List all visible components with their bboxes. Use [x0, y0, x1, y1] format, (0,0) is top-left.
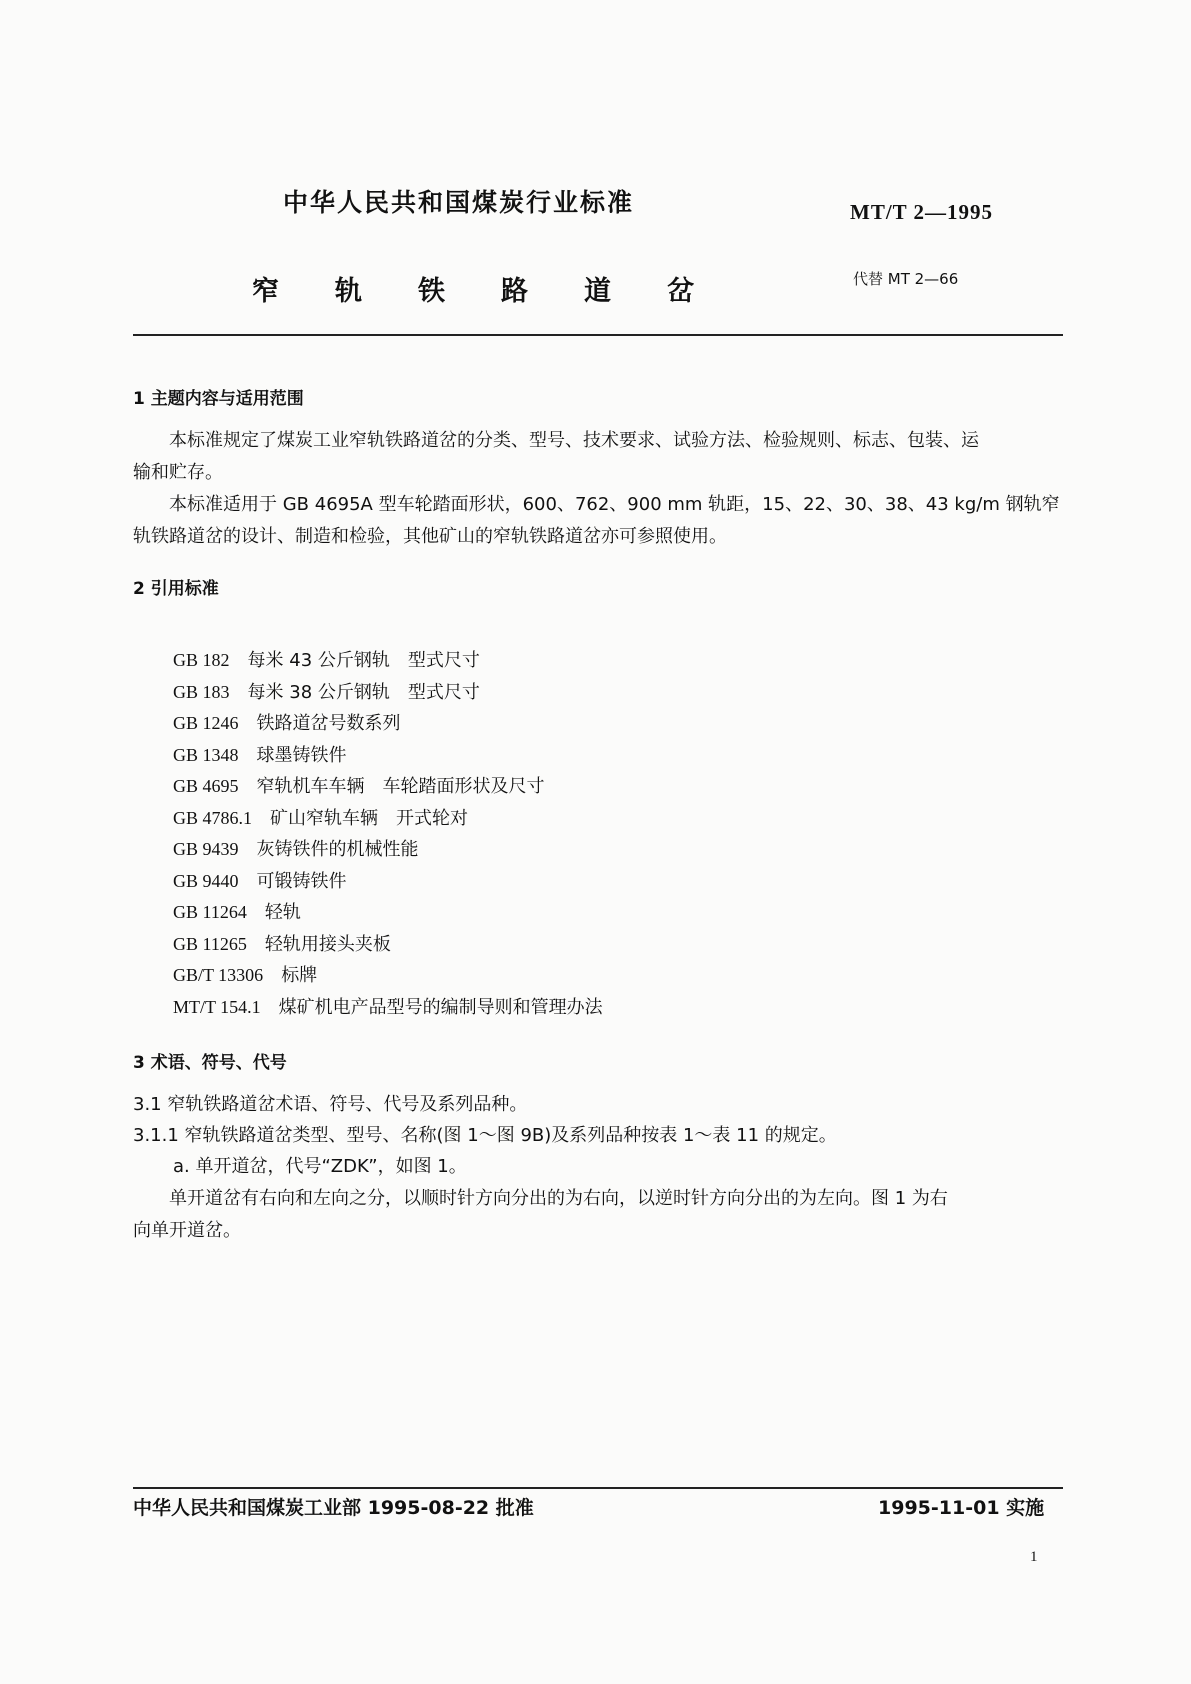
reference-item [173, 803, 603, 835]
section-2-heading: 2 引用标准 [133, 579, 219, 599]
reference-code: GB 183 [173, 681, 230, 702]
reference-title: 煤矿机电产品型号的编制导则和管理办法 [278, 996, 603, 1018]
reference-code: GB/T 13306 [173, 965, 264, 985]
standard-org-title: 中华人民共和国煤炭行业标准 [283, 188, 635, 217]
reference-code: GB 9440 [173, 870, 239, 891]
document-title: 窄轨铁路道岔 [252, 276, 750, 307]
reference-code: GB 1246 [173, 713, 239, 733]
clause-para-line-1: 单开道岔有右向和左向之分，以顺时针方向分出的为右向，以逆时针方向分出的为左向。图 1 为右 [169, 1188, 948, 1209]
reference-code: GB 11264 [173, 902, 247, 922]
clause-3-1-1: 3.1.1 窄轨铁路道岔类型、型号、名称(图 1～图 9B)及系列品种按表 1～表 11 的规定。 [133, 1125, 837, 1146]
reference-item [173, 677, 603, 709]
reference-title: 每米 38 公斤钢轨 型式尺寸 [247, 681, 480, 703]
reference-item [173, 708, 603, 740]
reference-item [173, 960, 603, 992]
section-1-heading: 1 主题内容与适用范围 [133, 389, 304, 409]
reference-item [173, 740, 603, 772]
approval-note: 中华人民共和国煤炭工业部 1995-08-22 批准 [133, 1497, 534, 1519]
reference-item [173, 897, 603, 929]
reference-title: 轻轨 [264, 902, 301, 923]
clause-item-a: a. 单开道岔，代号“ZDK”，如图 1。 [173, 1156, 467, 1177]
reference-title: 窄轨机车车辆 车轮踏面形状及尺寸 [256, 776, 545, 797]
reference-code: GB 4695 [173, 776, 239, 796]
reference-code: MT/T 154.1 [173, 996, 261, 1017]
reference-item [173, 645, 603, 677]
page-number: 1 [1030, 1549, 1038, 1565]
reference-item [173, 992, 603, 1024]
reference-code: GB 4786.1 [173, 807, 253, 828]
header-rule [133, 334, 1063, 336]
reference-title: 矿山窄轨车辆 开式轮对 [270, 807, 469, 829]
reference-title: 轻轨用接头夹板 [264, 933, 391, 955]
replaces-note: 代替 MT 2—66 [853, 270, 959, 288]
reference-list [173, 645, 603, 1023]
reference-title: 灰铸铁件的机械性能 [256, 839, 419, 860]
reference-item [173, 771, 603, 803]
section-1-para-2-line-1: 本标准适用于 GB 4695A 型车轮踏面形状，600、762、900 mm 轨距，15、22、30、38、43 kg/m 钢轨窄 [169, 494, 1060, 515]
reference-title: 铁路道岔号数系列 [256, 713, 401, 734]
reference-item [173, 834, 603, 866]
reference-item [173, 866, 603, 898]
reference-title: 球墨铸铁件 [256, 744, 347, 766]
standard-code: MT/T 2—1995 [850, 200, 994, 224]
reference-code: GB 182 [173, 650, 230, 670]
reference-title: 每米 43 公斤钢轨 型式尺寸 [247, 650, 480, 671]
clause-para-line-2: 向单开道岔。 [133, 1220, 241, 1241]
reference-code: GB 9439 [173, 839, 239, 859]
section-1-para-2-line-2: 轨铁路道岔的设计、制造和检验，其他矿山的窄轨铁路道岔亦可参照使用。 [133, 526, 727, 547]
reference-code: GB 11265 [173, 933, 247, 954]
footer-rule [133, 1487, 1063, 1489]
section-1-para-1-line-2: 输和贮存。 [133, 462, 223, 483]
reference-title: 标牌 [281, 965, 318, 986]
reference-title: 可锻铸铁件 [256, 870, 347, 892]
section-1-para-1-line-1: 本标准规定了煤炭工业窄轨铁路道岔的分类、型号、技术要求、试验方法、检验规则、标志、包装、运 [169, 430, 979, 451]
reference-code: GB 1348 [173, 744, 239, 765]
section-3-heading: 3 术语、符号、代号 [133, 1053, 287, 1073]
effective-date: 1995-11-01 实施 [878, 1497, 1045, 1519]
clause-3-1: 3.1 窄轨铁路道岔术语、符号、代号及系列品种。 [133, 1094, 528, 1115]
reference-item [173, 929, 603, 961]
